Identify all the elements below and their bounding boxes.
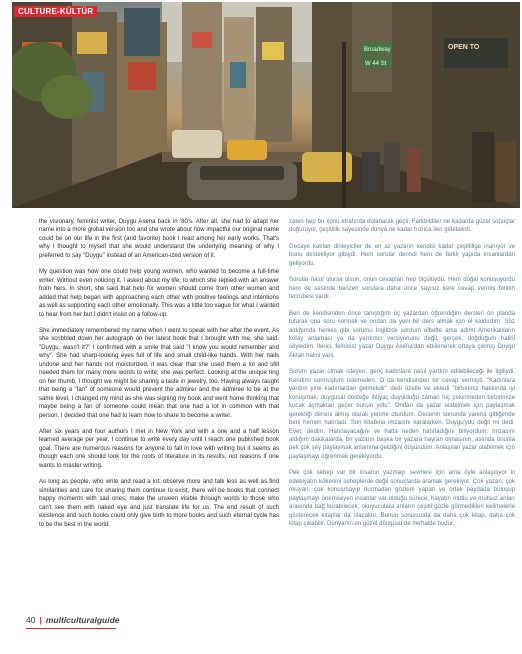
- article-column-turkish: [289, 218, 515, 602]
- paragraph: She immediately remembered my name when I went to speak with her after the event. As she scribbled down her autograph on her latest book that I brought with me, she said, "Duygu, wasn't it?" I confirmed with a smile that said "I know you would remember and why". She had sharp-looking eyes full of life and small child-like hands. With her nails undone and her hands not moisturized, it was clear that she used them a lot and still needed them for many more words to write; she was perfect. Looking at the unique ring on her thumb, I thought we might be sharing a taste in jewelry, too. Having always taught that being a "fan" of someone would prevent the admirer and the admiree to be at the same level, I changed my mind as she was signing my book and went home thinking that maybe being a fan of someone could mean that one had a lot in common with that person. I decided that one had to learn how to share to become a writer.: [39, 327, 279, 419]
- paragraph: Sorular nasıl olursa olsun, onun cevapları hep ölçülüydü. Hem doğal konuşuyordu hem de sesinde benzeri sorulara daha önce sayısız kere cevap vermiş birinin tecrübesi vardı.: [289, 277, 515, 301]
- paragraph: As long as people, who write and read a lot; observe more and talk less as well as find similarities and care for sharing them continue to exist, there will be books that connect happy moments with sad ones; make the unseen visible through words to those who can't see them with naked eye and just translate life for us. The end result of such existence and such books could only give birth to more books and such eternal cycle has to be the best in the world.: [39, 479, 279, 528]
- footer-separator: |: [39, 615, 42, 625]
- paragraph: zaten hep bu konu etrafında dolanarak geçti. Farkbildiler ne kadarda güzel sonuçlar doğuruyor, çeşitlilik sayesinde dünya ne kadar hızlıca ileri gidebilirdi.: [289, 219, 515, 234]
- paragraph: the visionary, feminist writer, Duygu Asena back in '80's. After all, she had to adapt her name into a more global version too and she wrote about how impactful our original name could be on our life in the first (and favorite) book I read among her early works. That's why I thought to myself that she would understand the underlying meaning of why I preferred to say "Duygu" instead of an American-ized version of it.: [39, 219, 279, 259]
- w44-sign-text: W 44 St: [365, 61, 387, 67]
- broadway-sign-text: Broadway: [364, 47, 391, 53]
- publication-name: multiculturalguide: [45, 615, 120, 625]
- section-tag: CULTURE-KÜLTÜR: [14, 6, 97, 17]
- street-scene-illustration: [12, 2, 520, 208]
- times-square-photo: [12, 2, 520, 208]
- paragraph: Sorum yazar olmak isteyen, genç kadınlara nasıl yardım edilebileceği ile ilgiliydi. Kendimi sormuştum istemeden. O da kendisinden bir cevap vermişti. "Kadınlara yardım yine kadınlardan gelmelidir" dedi özetle ve ekledi "birbirimiz hakkında iyi konuşmak, duygusal desteğe ihtiyaç duyulduğu zaman hiç çekinmeden birbirimize kucak açmaktan geçer bunun yolu". Ondan da yazar olabilmek için paylaşmak gerektiği dersini almış olarak yerime oturdum. Gecenin sonunda yanına gittiğimde beni hemen hatırladı. Son kitabına imzasını karalarken, Duygu'ydu değil mi dedi. Evet, dedim. Hatırlayacağını ve hatta neden hatırladığını biliyordum. İmzasını aldığım dakikalarda, bir yazarın başka bir yazara hayran olmasının, aslında onunla pek çok şey paylaşmak anlamına geldiğini düşündüm. Anlaşılan yazar olabilmek için paylaşmayı öğrenmek gerekiyordu.: [289, 369, 515, 460]
- footer-rule: [26, 628, 116, 629]
- paragraph: My question was how one could help young women, who wanted to become a full-time writer. Without even noticing it, I asked about my life, to which she replied with an answer from hers. In short, she said that help for women should come from other women and added that help began with approaching each other with positive feelings and intentions as well as supporting each other emotionally. This was a little too vague for what I wanted to hear from her but I didn't insist on a follow-up.: [39, 269, 279, 318]
- paragraph: After six years and four authors I met in New York and with a one and a half lesson learned average per year, I continue to write every day until I reach one published book goal. There are numerous reasons for anyone to fall in love with writing but it seems as though each one should look for the roots of literature in its results, not reasons if one wants to master writing.: [39, 428, 279, 469]
- article-column-english: [39, 218, 279, 602]
- paragraph: Pek çok sebep var bir insanın yazmayı sevmesi için ama öyle anlaşılıyor ki edebiyatın kökenini sebeplerde değil sonuçlarda aramak gerekiyor. Çok yazan, çok okuyan, çok konuşmayıp durmadan gözlem yapan ve ortak paydada buluşup paylaşmayı önemseyen insanlar var olduğu sürece, hayatın mutlu ve mutsuz anları arasında bağ kurabilecek, okuyuculara anların çeşitli gözle görmedikleri kelimelerle gösterecek kitaplar da olacaktır. Bunun sonucunda da daha çok kitap, daha çok kitap çıkabilir. Dünyanın en güzel döngüsü de herhalde budur.: [289, 470, 515, 528]
- page-footer: [26, 614, 120, 626]
- paragraph: Gecaye katılan dinleyiciler de en az yazarın kendisi kadar çeşitlilige inanıyor ve bunu destekliyor gibiydi. Hem sorular derindi hem de farklı yapıda insanlardan geliyordu.: [289, 243, 515, 267]
- paragraph: Ben de kendisinden önce tanıştığım üç yazardan öğrendiğim dersleri ön planda tutarak ona soru sormak ve ondan da yeni bir ders almak için el kaldırdım. Söz aldığımda herkes gibi sorumu İngilizce sordum elbette ama adımı Amerikalıların kolay anlaması ya da yardımcı versiyonunu değil, gerçek, doğduğum halini söyledim. İlerici, feminist yazar Duygu Asena'dan etkilenerek ortaya çıkmış Duygu Aktan halini yani.: [289, 310, 515, 359]
- page-number: 40: [26, 615, 36, 625]
- open-sign-text: OPEN TO: [448, 44, 480, 51]
